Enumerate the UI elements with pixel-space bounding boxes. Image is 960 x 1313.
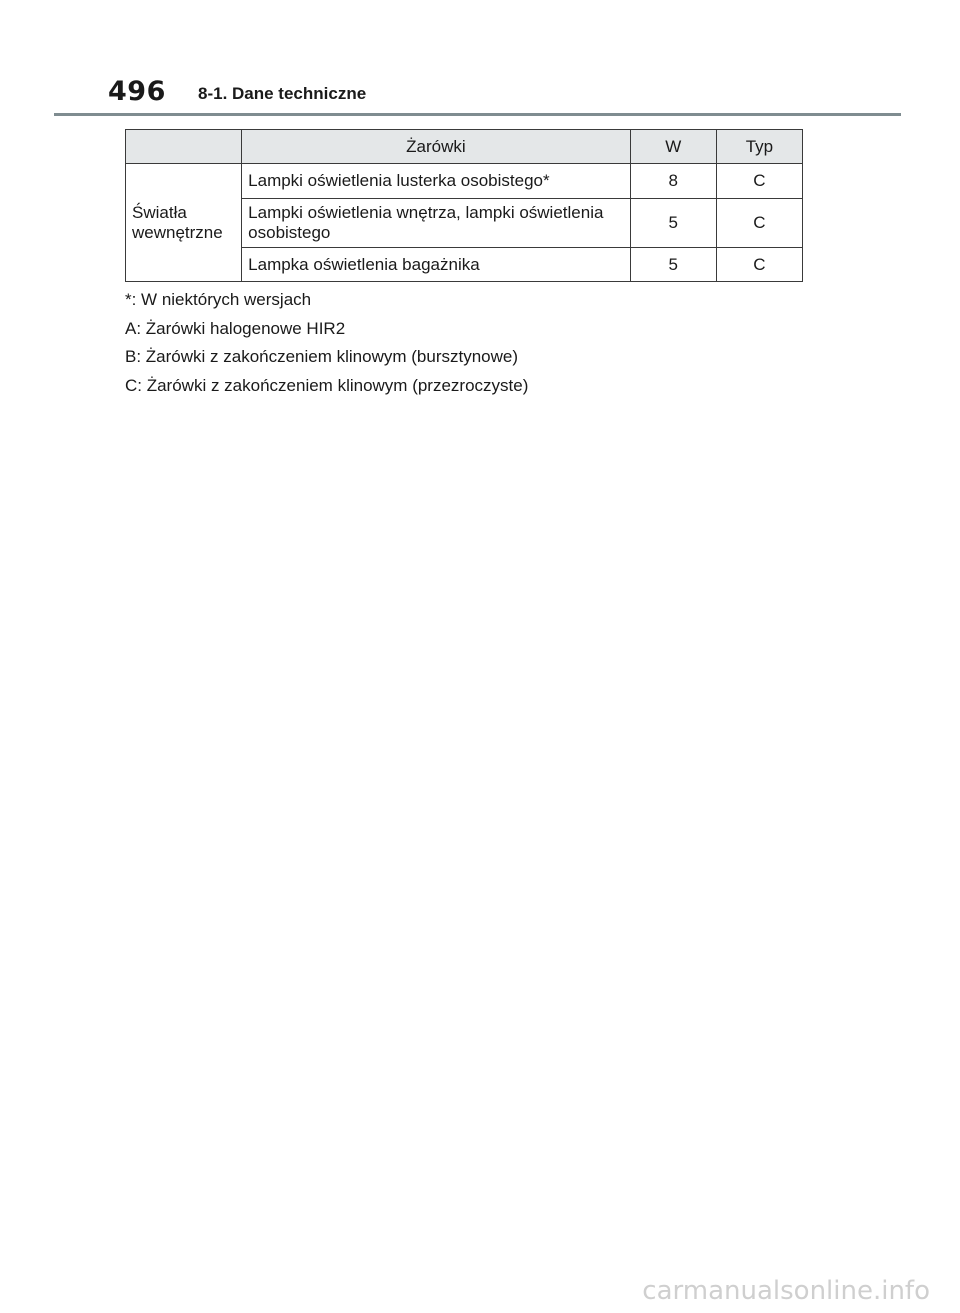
- bulb-type: C: [716, 199, 802, 248]
- table-header-type: Typ: [716, 130, 802, 164]
- footnote-b: B: Żarówki z zakończeniem klinowym (bursztynowe): [125, 347, 519, 366]
- bulb-name: Lampki oświetlenia lusterka osobistego*: [242, 164, 631, 199]
- watermark: carmanualsonline.info: [642, 1276, 930, 1306]
- footnote-c: C: Żarówki z zakończeniem klinowym (przezroczyste): [125, 375, 529, 395]
- bulb-watt: 8: [630, 164, 716, 199]
- bulb-name: Lampki oświetlenia wnętrza, lampki oświetlenia osobistego: [242, 199, 631, 248]
- footnotes: [125, 290, 528, 404]
- footnote-a: A: Żarówki halogenowe HIR2: [125, 318, 346, 338]
- bulb-name: Lampka oświetlenia bagażnika: [242, 248, 631, 282]
- table-header-row: [126, 130, 803, 164]
- header-divider: [54, 113, 901, 116]
- footnote-asterisk: *: W niektórych wersjach: [125, 290, 312, 309]
- table-header-bulbs: Żarówki: [242, 130, 631, 164]
- bulb-table: [125, 129, 803, 282]
- bulb-watt: 5: [630, 199, 716, 248]
- bulb-watt: 5: [630, 248, 716, 282]
- table-header-watt: W: [630, 130, 716, 164]
- group-label: Światła wewnętrzne: [126, 164, 242, 282]
- table-row: [126, 164, 803, 199]
- bulb-type: C: [716, 164, 802, 199]
- section-title: 8-1. Dane techniczne: [198, 84, 367, 103]
- page-number: 496: [108, 76, 166, 107]
- bulb-type: C: [716, 248, 802, 282]
- table-header-empty: [126, 130, 242, 164]
